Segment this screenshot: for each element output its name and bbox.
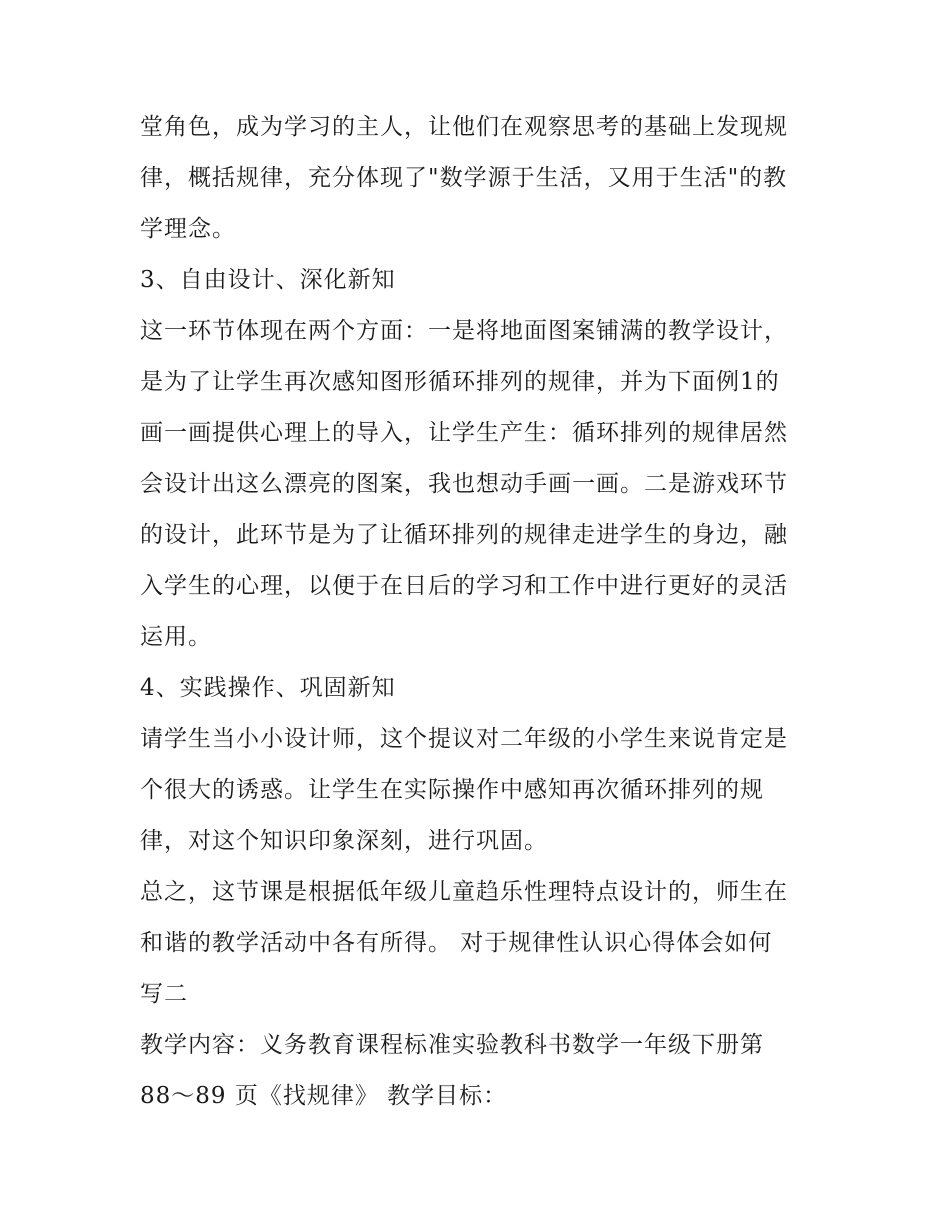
text-line: 请学生当小小设计师，这个提议对二年级的小学生来说肯定是 (140, 726, 788, 752)
text-line: 教学内容：义务教育课程标准实验教科书数学一年级下册第 (140, 1032, 764, 1058)
text-line: 是为了让学生再次感知图形循环排列的规律，并为下面例1的 (140, 369, 780, 395)
text-line: 学理念。 (140, 216, 236, 242)
text-line: 和谐的教学活动中各有所得。 对于规律性认识心得体会如何 (140, 930, 773, 956)
text-line: 总之，这节课是根据低年级儿童趋乐性理特点设计的，师生在 (140, 879, 788, 905)
text-line: 运用。 (140, 624, 212, 650)
text-line: 写二 (140, 981, 188, 1007)
section-heading: 3、自由设计、深化新知 (140, 267, 396, 293)
text-line: 律，对这个知识印象深刻，进行巩固。 (140, 828, 548, 854)
text-line: 个很大的诱惑。让学生在实际操作中感知再次循环排列的规 (140, 777, 764, 803)
text-line: 堂角色，成为学习的主人，让他们在观察思考的基础上发现规 (140, 114, 788, 140)
text-line: 会设计出这么漂亮的图案，我也想动手画一画。二是游戏环节 (140, 471, 788, 497)
section-heading: 4、实践操作、巩固新知 (140, 675, 396, 701)
document-body (140, 102, 820, 1122)
text-line: 88～89 页《找规律》 教学目标： (140, 1083, 508, 1109)
text-line: 画一画提供心理上的导入，让学生产生：循环排列的规律居然 (140, 420, 788, 446)
text-line: 这一环节体现在两个方面：一是将地面图案铺满的教学设计， (140, 318, 788, 344)
text-line: 的设计，此环节是为了让循环排列的规律走进学生的身边，融 (140, 522, 788, 548)
text-line: 律，概括规律，充分体现了"数学源于生活，又用于生活"的教 (140, 165, 788, 191)
text-line: 入学生的心理，以便于在日后的学习和工作中进行更好的灵活 (140, 573, 788, 599)
